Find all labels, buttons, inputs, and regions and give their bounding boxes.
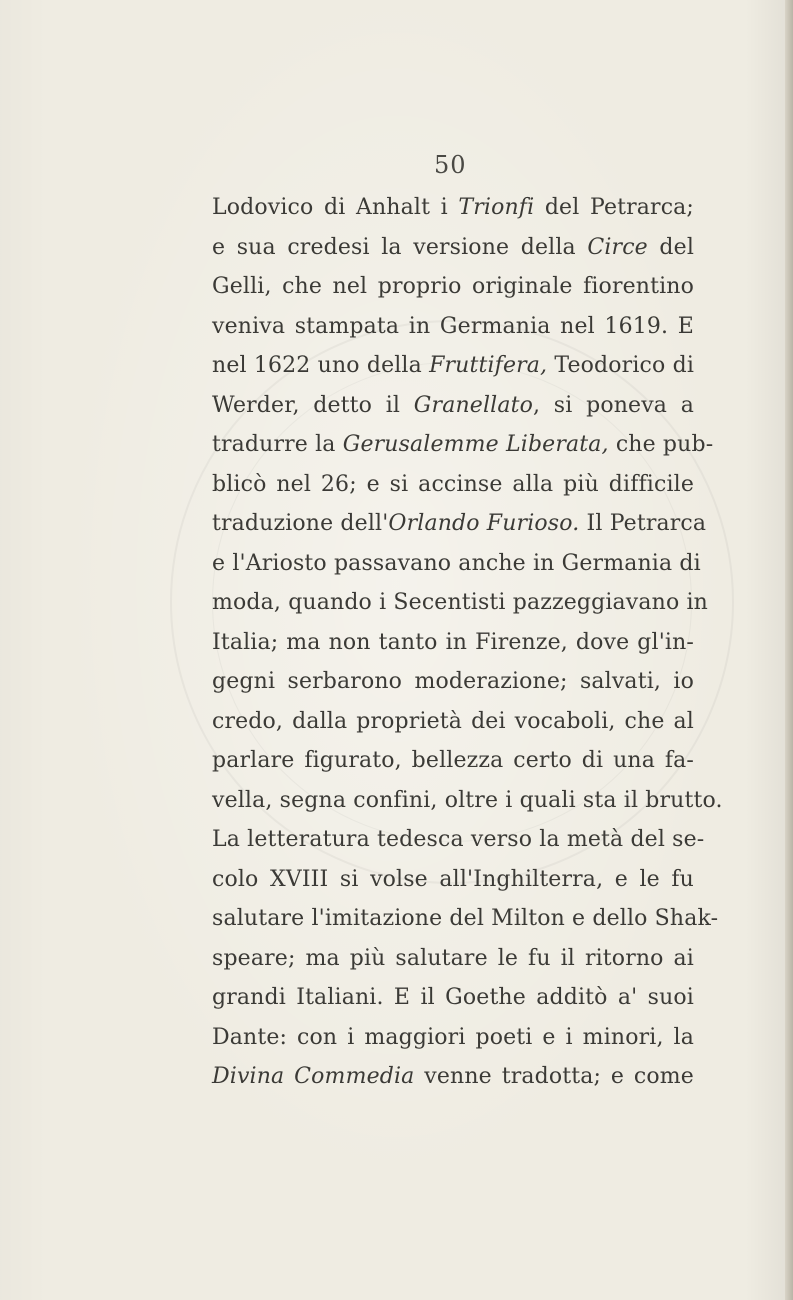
text-run: Dante: con i maggiori poeti e i minori, la [212, 1024, 694, 1050]
italic-title: Granellato [413, 392, 533, 418]
text-run: grandi Italiani. E il Goethe additò a' suoi [212, 985, 694, 1010]
body-text [212, 188, 723, 1097]
text-run: Il Petrarca [579, 511, 707, 536]
text-run: Italia; ma non tanto in Firenze, dove gl'in- [212, 629, 694, 655]
text-run: Teodorico di [547, 353, 694, 378]
page-edge [785, 0, 793, 1300]
text-line [212, 702, 694, 742]
text-run: del [647, 234, 694, 260]
text-run: La letteratura tedesca verso la metà del se- [212, 827, 705, 852]
text-line [212, 978, 694, 1018]
text-run: e l'Ariosto passavano anche in Germania di [212, 550, 701, 576]
text-run: , si poneva a [532, 392, 694, 418]
text-run: gegni serbarono moderazione; salvati, io [212, 669, 694, 694]
text-run: veniva stampata in Germania nel 1619. E [212, 313, 694, 339]
text-run: parlare figurato, bellezza certo di una fa- [212, 748, 694, 773]
text-line [212, 583, 708, 623]
page-number: 50 [434, 151, 467, 179]
text-line [212, 228, 694, 268]
text-line [212, 425, 714, 465]
italic-title: Divina Commedia [212, 1064, 415, 1089]
italic-title: Gerusalemme Liberata, [342, 432, 609, 457]
text-line [212, 662, 694, 702]
text-run: che pub- [608, 432, 714, 457]
italic-title: Fruttifera, [429, 353, 548, 378]
text-line [212, 623, 694, 663]
text-run: credo, dalla proprietà dei vocaboli, che al [212, 708, 694, 734]
text-run: venne tradotta; e come [414, 1064, 694, 1089]
text-run: moda, quando i Secentisti pazzeggiavano in [212, 590, 708, 615]
italic-title: Trionfi [458, 195, 535, 220]
text-line [212, 741, 694, 781]
italic-title: Circe [587, 234, 648, 260]
text-line [212, 504, 707, 544]
text-line [212, 1057, 694, 1097]
text-run: e sua credesi la versione della [212, 234, 588, 260]
text-run: Werder, detto il [212, 392, 414, 418]
text-line [212, 465, 694, 505]
text-line [212, 939, 694, 979]
text-line [212, 267, 694, 307]
text-run: colo XVIII si volse all'Inghilterra, e le fu [212, 866, 694, 892]
text-run: del Petrarca; [534, 195, 694, 220]
text-run: Gelli, che nel proprio originale fiorentino [212, 274, 694, 299]
text-line [212, 860, 694, 900]
text-line [212, 1018, 694, 1058]
text-line [212, 899, 719, 939]
text-run: blicò nel 26; e si accinse alla più difficile [212, 471, 694, 497]
text-run: Lodovico di Anhalt i [212, 195, 459, 220]
text-line [212, 386, 694, 426]
text-line [212, 820, 705, 860]
text-line [212, 346, 694, 386]
text-run: speare; ma più salutare le fu il ritorno ai [212, 945, 694, 971]
italic-title: Orlando Furioso. [388, 511, 580, 536]
text-run: traduzione dell' [212, 511, 389, 536]
text-line [212, 188, 694, 228]
text-run: tradurre la [212, 432, 343, 457]
text-line [212, 544, 701, 584]
text-run: salutare l'imitazione del Milton e dello Shak- [212, 906, 719, 931]
text-line [212, 781, 723, 821]
text-run: nel 1622 uno della [212, 353, 430, 378]
text-run: vella, segna confini, oltre i quali sta il brutto. [212, 787, 723, 813]
text-line [212, 307, 694, 347]
